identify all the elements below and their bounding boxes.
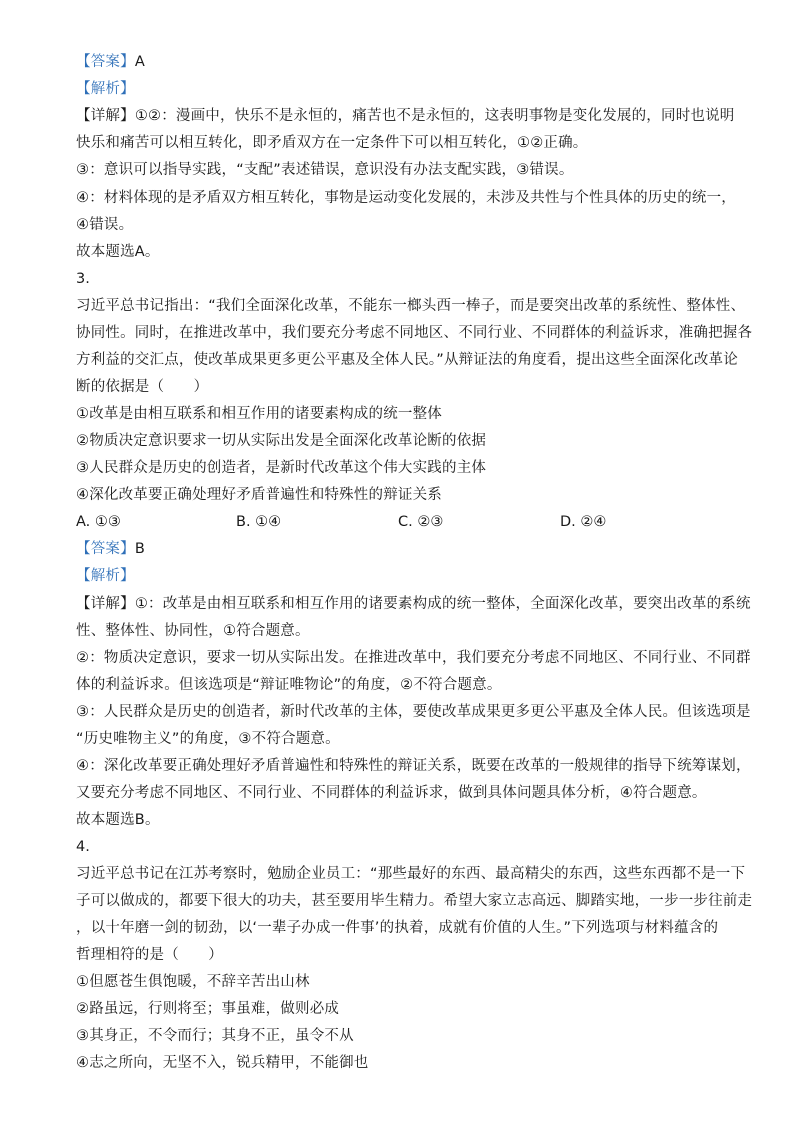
detail-line: 快乐和痛苦可以相互转化，即矛盾双方在一定条件下可以相互转化，①②正确。 — [76, 135, 588, 151]
detail-line: 故本题选A。 — [76, 244, 160, 260]
detail-tag: 【详解】 — [76, 108, 135, 124]
question-number: 4. — [76, 839, 90, 855]
option-a[interactable]: A. ①③ — [76, 514, 121, 530]
detail-line: ④：深化改革要正确处理好矛盾普遍性和特殊性的辩证关系，既要在改革的一般规律的指导下统筹谋划， — [76, 758, 751, 774]
detail-text: ①②：漫画中，快乐不是永恒的，痛苦也不是永恒的，这表明事物是变化发展的，同时也说明 — [134, 108, 735, 124]
detail-line: ②：物质决定意识，要求一切从实际出发。在推进改革中，我们要充分考虑不同地区、不同行业、不同群 — [76, 650, 751, 666]
answer-tag: 【答案】 — [76, 541, 135, 557]
answer-row — [76, 52, 145, 72]
answer-value: A — [134, 54, 145, 70]
statement: ③其身正，不令而行；其身不正，虽令不从 — [76, 1028, 354, 1044]
detail-line: 又要充分考虑不同地区、不同行业、不同群体的利益诉求，做到具体问题具体分析，④符合题意。 — [76, 785, 707, 801]
statement: ④深化改革要正确处理好矛盾普遍性和特殊性的辩证关系 — [76, 487, 442, 503]
option-b[interactable]: B. ①④ — [236, 514, 282, 530]
answer-value: B — [134, 541, 145, 557]
detail-line: 故本题选B。 — [76, 812, 160, 828]
detail-line: 体的利益诉求。但该选项是“辩证唯物论”的角度，②不符合题意。 — [76, 677, 502, 693]
detail-text: ①：改革是由相互联系和相互作用的诸要素构成的统一整体，全面深化改革，要突出改革的系统 — [134, 596, 751, 612]
question-stem: 方利益的交汇点，使改革成果更多更公平惠及全体人民。”从辩证法的角度看，提出这些全面深化改革论 — [76, 352, 738, 368]
analysis-tag: 【解析】 — [76, 81, 135, 97]
question-stem: 断的依据是（ ） — [76, 379, 209, 395]
question-stem: 习近平总书记在江苏考察时，勉励企业员工：“那些最好的东西、最高精尖的东西，这些东西都不是一下 — [76, 866, 746, 882]
detail-line: ④错误。 — [76, 217, 134, 233]
detail-line: ③：人民群众是历史的创造者，新时代改革的主体，要使改革成果更多更公平惠及全体人民。但该选项是 — [76, 704, 751, 720]
option-c[interactable]: C. ②③ — [398, 514, 444, 530]
detail-line: ③：意识可以指导实践，“支配”表述错误，意识没有办法支配实践，③错误。 — [76, 162, 574, 178]
question-stem: 协同性。同时，在推进改革中，我们要充分考虑不同地区、不同行业、不同群体的利益诉求，准确把握各 — [76, 325, 753, 341]
detail-line: 性、整体性、协同性，①符合题意。 — [76, 623, 310, 639]
detail-line — [76, 594, 751, 614]
detail-line: ④：材料体现的是矛盾双方相互转化，事物是运动变化发展的，未涉及共性与个性具体的历史的统一， — [76, 190, 736, 206]
analysis-row — [76, 566, 135, 586]
question-stem: 哲理相符的是（ ） — [76, 947, 223, 963]
statement: ②路虽远，行则将至；事虽难，做则必成 — [76, 1001, 340, 1017]
answer-tag: 【答案】 — [76, 54, 135, 70]
analysis-row — [76, 79, 135, 99]
statement: ①但愿苍生俱饱暖，不辞辛苦出山林 — [76, 974, 310, 990]
question-stem: 子可以做成的，都要下很大的功夫，甚至要用毕生精力。希望大家立志高远、脚踏实地，一步一步往前走 — [76, 893, 753, 909]
detail-tag: 【详解】 — [76, 596, 135, 612]
statement: ②物质决定意识要求一切从实际出发是全面深化改革论断的依据 — [76, 433, 487, 449]
answer-row — [76, 539, 145, 559]
detail-line — [76, 106, 735, 126]
question-number: 3. — [76, 271, 90, 287]
statement: ③人民群众是历史的创造者，是新时代改革这个伟大实践的主体 — [76, 460, 487, 476]
question-stem: 习近平总书记指出：“我们全面深化改革，不能东一榔头西一棒子，而是要突出改革的系统性、整体性、 — [76, 298, 746, 314]
analysis-tag: 【解析】 — [76, 568, 135, 584]
statement: ④志之所向，无坚不入，锐兵精甲，不能御也 — [76, 1055, 369, 1071]
detail-line: “历史唯物主义”的角度，③不符合题意。 — [76, 731, 340, 747]
option-d[interactable]: D. ②④ — [560, 514, 607, 530]
statement: ①改革是由相互联系和相互作用的诸要素构成的统一整体 — [76, 406, 442, 422]
question-stem: ，以十年磨一剑的韧劲，以‘一辈子办成一件事’的执着，成就有价值的人生。”下列选项与材料蕴含的 — [76, 920, 719, 936]
